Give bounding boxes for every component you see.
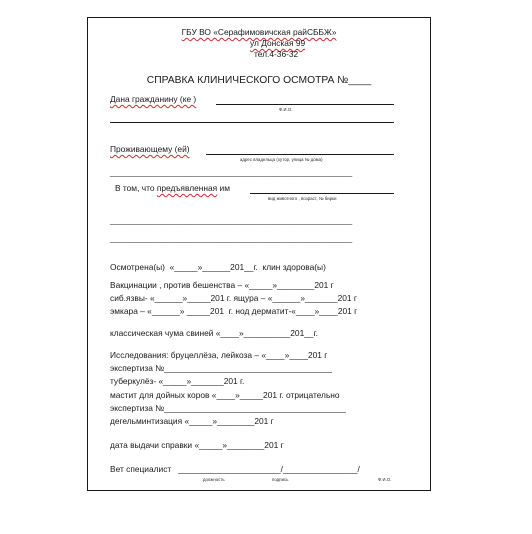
animal-label: В том, что предъявленная им (115, 183, 230, 193)
fio-hint: Ф.И.О. (378, 477, 392, 482)
given-to-field-2[interactable] (110, 122, 394, 123)
residing-label: Проживающему (ей) (110, 144, 190, 154)
issue-date-line: дата выдачи справки «_____»________201 г (110, 440, 284, 450)
expertise-line-2: экспертиза №_______________________________________ (110, 403, 346, 413)
signature-hint: подпись (272, 477, 289, 482)
animal-line-3[interactable]: ____________________________________________________ (110, 233, 353, 243)
examined-line: Осмотрена(ы) «_____»______201__г. клин здорова(ы) (110, 262, 326, 272)
residing-line-2[interactable]: ____________________________________________________ (110, 167, 353, 177)
given-to-label: Дана гражданину (ке ) (110, 94, 197, 104)
emkar-line: эмкара – «______» _____201 г. нод дерматит-«____»____201 г (110, 306, 358, 316)
animal-line-2[interactable]: ____________________________________________________ (110, 215, 353, 225)
mastitis-line: мастит для дойных коров «____»_____201 г. отрицательно (110, 390, 340, 400)
vet-signature-line: Вет специалист ______________________/________________/ (110, 464, 360, 474)
given-to-hint: Ф.И.О. (279, 107, 293, 112)
deworming-line: дегельминтизация «_____»________201 г (110, 416, 274, 426)
header-phone: тел.4-36-32 (254, 49, 299, 59)
anthrax-line: сиб.язвы- «______»_____201 г. ящура – «______»_______201 г (110, 293, 357, 303)
residing-field[interactable] (206, 154, 394, 155)
tuberculosis-line: туберкулёз- «_____»_______201 г. (110, 376, 245, 386)
vaccination-line: Вакцинации , против бешенства – «_____»________201 г (110, 280, 334, 290)
research-line: Исследования: бруцеллёза, лейкоза – «____»____201 г (110, 350, 328, 360)
animal-hint: вид животного , возраст, № бирки (268, 196, 337, 201)
residing-hint: адрес владельца (хутор, улица № дома) (240, 157, 323, 162)
certificate-form (87, 17, 431, 491)
given-to-field[interactable] (216, 104, 394, 105)
position-hint: должность (203, 477, 225, 482)
header-org: ГБУ ВО «Серафимовичская райСББЖ» (181, 27, 337, 37)
expertise-line-1: экспертиза №____________________________________ (110, 363, 332, 373)
header-address: ул Донская 99 (250, 38, 306, 48)
swine-fever-line: классическая чума свиней «____»__________201__г. (110, 328, 318, 338)
page-title: СПРАВКА КЛИНИЧЕСКОГО ОСМОТРА №____ (146, 75, 372, 86)
animal-field[interactable] (250, 193, 394, 194)
